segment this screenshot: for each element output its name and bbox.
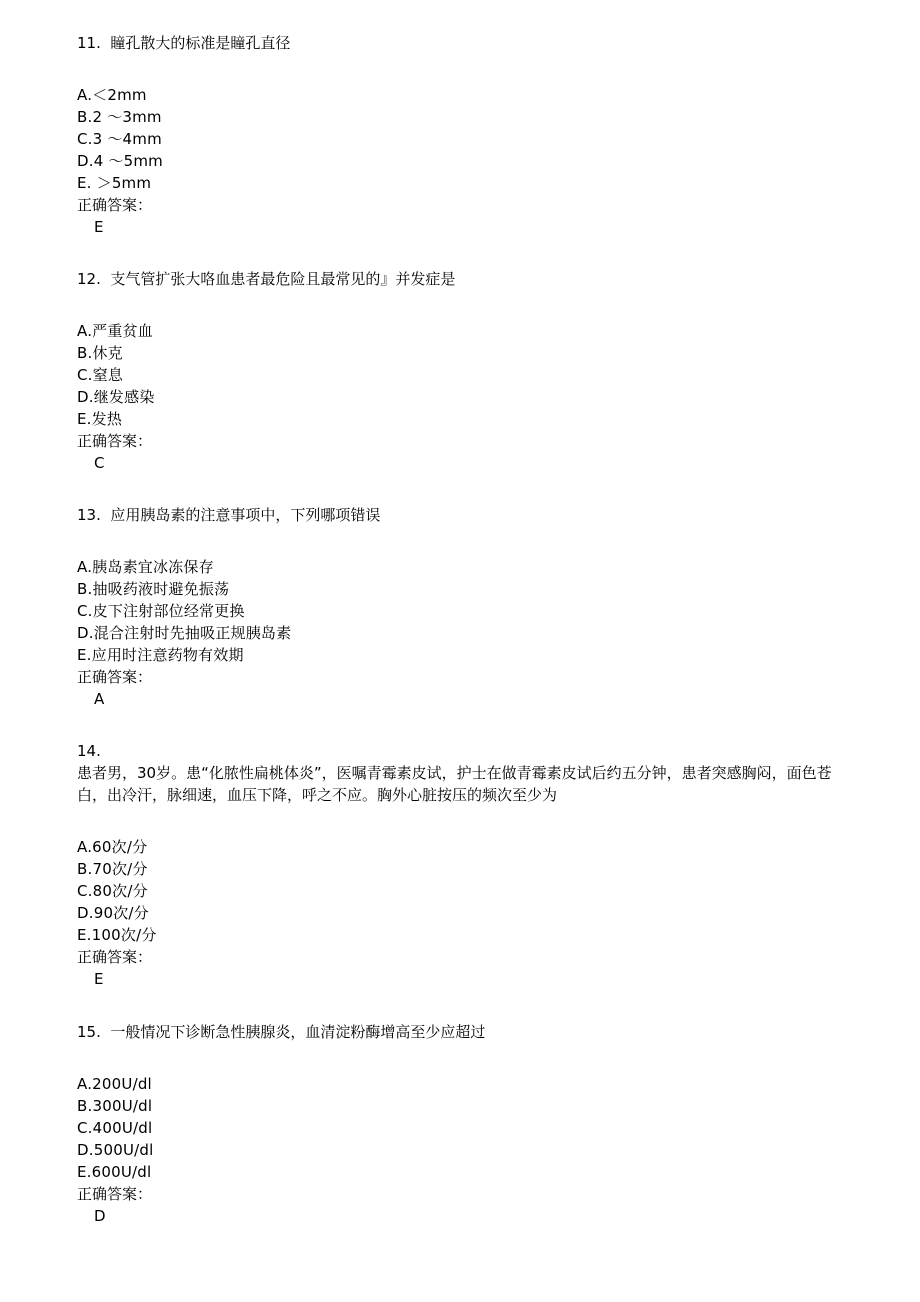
option-e: E. ＞5mm [77,174,152,192]
question-15 [77,1021,857,1227]
option-c: C.窒息 [77,366,124,384]
answer-label: 正确答案： [77,668,153,686]
option-d: D.500U/dl [77,1141,154,1159]
question-text: 瞳孔散大的标准是瞳孔直径 [110,34,291,52]
option-a: A.严重贫血 [77,322,153,340]
options-list [77,1073,857,1183]
question-stem [77,32,857,54]
question-11 [77,32,857,238]
option-d: D.4 ～5mm [77,152,163,170]
question-12 [77,268,857,474]
question-text: 一般情况下诊断急性胰腺炎，血清淀粉酶增高至少应超过 [110,1023,486,1041]
question-text: 支气管扩张大咯血患者最危险且最常见的』并发症是 [110,270,456,288]
options-list [77,84,857,194]
question-stem [77,268,857,290]
option-d: D.继发感染 [77,388,155,406]
answer-label: 正确答案： [77,948,153,966]
options-list [77,320,857,430]
question-stem [77,740,857,806]
option-e: E.发热 [77,410,123,428]
option-e: E.应用时注意药物有效期 [77,646,244,664]
answer-value: E [94,218,104,236]
question-number: 15. [77,1023,101,1041]
options-list [77,836,857,946]
question-number: 13. [77,506,101,524]
question-stem [77,504,857,526]
answer-value: D [94,1207,106,1225]
answer-label: 正确答案： [77,1185,153,1203]
option-c: C.400U/dl [77,1119,153,1137]
answer-value: C [94,454,105,472]
option-e: E.600U/dl [77,1163,152,1181]
option-b: B.抽吸药液时避免振荡 [77,580,230,598]
question-13 [77,504,857,710]
question-14 [77,740,857,990]
question-number: 14. [77,742,101,760]
option-a: A.胰岛素宜冰冻保存 [77,558,214,576]
question-text: 应用胰岛素的注意事项中，下列哪项错误 [110,506,381,524]
question-number: 12. [77,270,101,288]
option-c: C.80次/分 [77,882,148,900]
answer-label: 正确答案： [77,432,153,450]
option-b: B.休克 [77,344,123,362]
option-c: C.皮下注射部位经常更换 [77,602,245,620]
option-a: A.200U/dl [77,1075,152,1093]
question-stem [77,1021,857,1043]
answer-label: 正确答案： [77,196,153,214]
option-e: E.100次/分 [77,926,157,944]
option-b: B.70次/分 [77,860,148,878]
question-number: 11. [77,34,101,52]
option-a: A.60次/分 [77,838,148,856]
option-c: C.3 ～4mm [77,130,162,148]
option-b: B.300U/dl [77,1097,153,1115]
answer-value: E [94,970,104,988]
option-d: D.混合注射时先抽吸正规胰岛素 [77,624,292,642]
option-b: B.2 ～3mm [77,108,162,126]
option-d: D.90次/分 [77,904,149,922]
question-text: 患者男，30岁。患“化脓性扁桃体炎”，医嘱青霉素皮试，护士在做青霉素皮试后约五分钟，患者突感胸闷，面色苍白，出冷汗，脉细速，血压下降，呼之不应。胸外心脏按压的频次至少为 [77,764,832,804]
options-list [77,556,857,666]
answer-value: A [94,690,105,708]
option-a: A.＜2mm [77,86,147,104]
